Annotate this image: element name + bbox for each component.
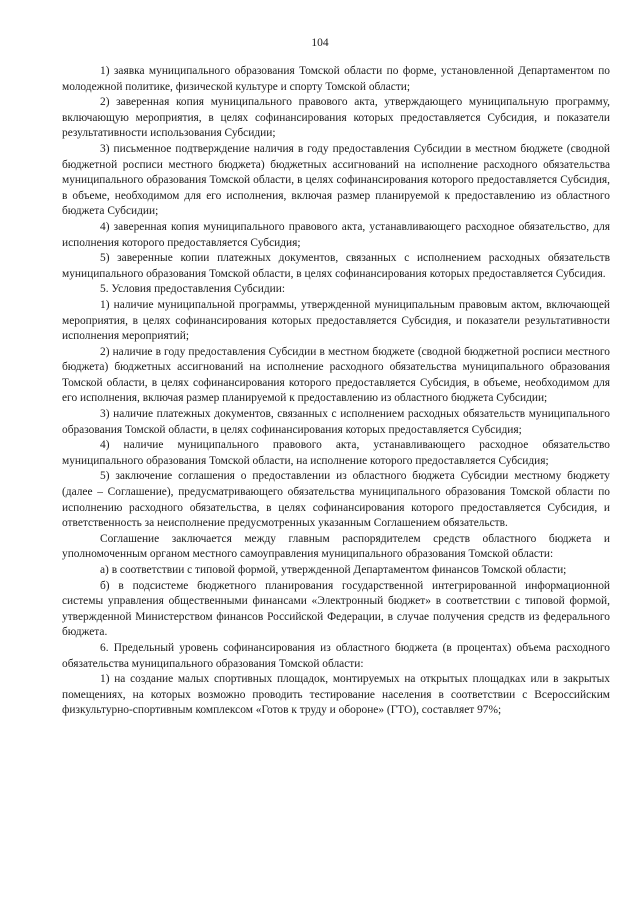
paragraph-budget-confirmation: 3) письменное подтверждение наличия в году предоставления Субсидии в местном бюджете (сводной бюджетной росписи местного бюджета) бюджетных ассигнований на исполнение расходного обязательства муниципального образования Томской области, в целях софинансирования которого предоставляется Субсидия, в объеме, необходимом для его исполнения, включая размер планируемой к предоставлению из областного бюджета Субсидии; [62, 142, 610, 218]
paragraph-payment-documents: 5) заверенные копии платежных документов, связанных с исполнением расходных обязательств муниципального образования Томской области, в целях софинансирования которых предоставляется Субсидия. [62, 252, 610, 280]
paragraph-condition-program: 1) наличие муниципальной программы, утвержденной муниципальным правовым актом, включающей мероприятия, в целях софинансирования которых предоставляется Субсидия, и показатели результативности исполнения мероприятий; [62, 298, 610, 343]
section-heading-conditions: 5. Условия предоставления Субсидии: [100, 283, 285, 296]
paragraph-condition-budget: 2) наличие в году предоставления Субсидии в местном бюджете (сводной бюджетной росписи местного бюджета) бюджетных ассигнований на исполнение расходного обязательства муниципального образования Томской области, в целях софинансирования которого предоставляется Субсидия, в объеме, необходимом для его исполнения, включая размер планируемой к предоставлению из областного бюджета Субсидии; [62, 345, 610, 405]
paragraph-agreement-form-a: а) в соответствии с типовой формой, утвержденной Департаментом финансов Томской области; [100, 564, 567, 576]
document-body [62, 64, 610, 719]
paragraph-condition-payments: 3) наличие платежных документов, связанных с исполнением расходных обязательств муниципального образования Томской области, в целях софинансирования которых предоставляется Субсидия; [62, 408, 610, 436]
paragraph-condition-agreement: 5) заключение соглашения о предоставлении из областного бюджета Субсидии местному бюджету (далее – Соглашение), предусматривающего обязательства муниципального образования Томской области по исполнению расходного обязательства, в целях софинансирования которого предоставляется Субсидия, и ответственность за неисполнение предусмотренных указанным Соглашением обязательств. [62, 470, 610, 530]
paragraph-condition-legal-act: 4) наличие муниципального правового акта, устанавливающего расходное обязательство муниципального образования Томской области, на исполнение которого предоставляется Субсидия; [62, 439, 610, 467]
page-number: 104 [311, 37, 329, 49]
paragraph-cofinancing-sports-grounds: 1) на создание малых спортивных площадок, монтируемых на открытых площадках или в закрытых помещениях, на которых возможно проводить тестирование населения в соответствии с Всероссийским физкультурно-спортивным комплексом «Готов к труду и обороне» (ГТО), составляет 97%; [62, 673, 610, 717]
paragraph-agreement-form-b: б) в подсистеме бюджетного планирования государственной интегрированной информационной системы управления общественными финансами «Электронный бюджет» в соответствии с типовой формой, утвержденной Министерством финансов Российской Федерации, в случае получения средств из федерального бюджета. [62, 579, 610, 639]
paragraph-application-form: 1) заявка муниципального образования Томской области по форме, установленной Департаментом по молодежной политике, физической культуре и спорту Томской области; [62, 65, 610, 93]
section-heading-cofinancing-level: 6. Предельный уровень софинансирования из областного бюджета (в процентах) объема расходного обязательства муниципального образования Томской области: [62, 641, 610, 670]
paragraph-agreement-parties: Соглашение заключается между главным распорядителем средств областного бюджета и уполномоченным органом местного самоуправления муниципального образования Томской области: [62, 532, 610, 561]
paragraph-program-copy: 2) заверенная копия муниципального правового акта, утверждающего муниципальную программу, включающую мероприятия, в целях софинансирования которых предоставляется Субсидия, и показатели результативности использования Субсидии; [62, 96, 610, 140]
paragraph-legal-act-copy: 4) заверенная копия муниципального правового акта, устанавливающего расходное обязательство, для исполнения которого предоставляется Субсидия; [62, 220, 610, 249]
